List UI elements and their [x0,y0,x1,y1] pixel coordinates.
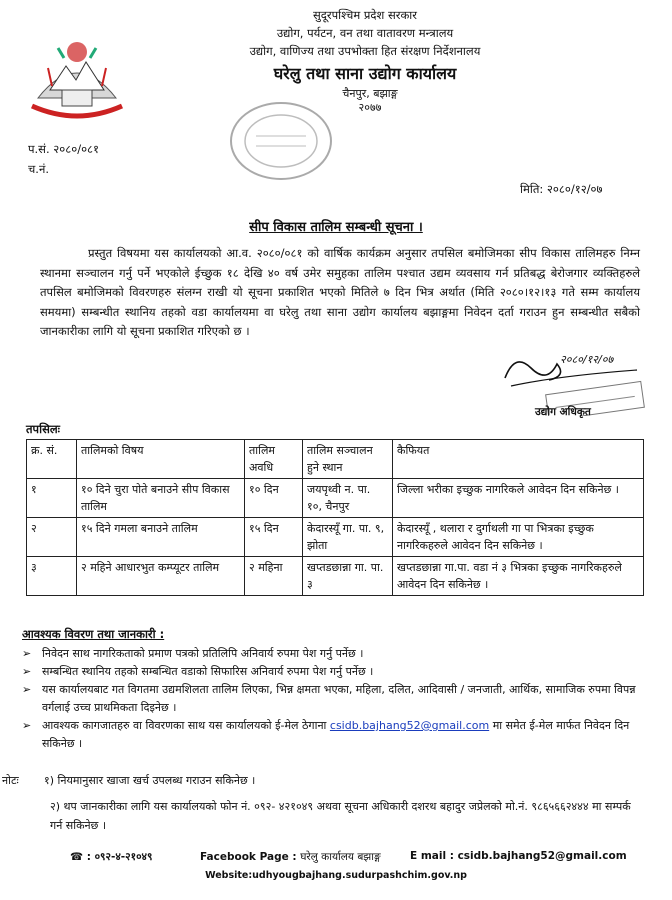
cell-subject: २ महिने आधारभुत कम्प्यूटर तालिम [77,557,245,596]
notice-body: प्रस्तुत विषयमा यस कार्यालयको आ.व. २०८०/०८१ को वार्षिक कार्यक्रम अनुसार तपसिल बमोजिमका सीप विकास तालिमहरु निम्न स्थानमा सञ्चालन गर्नु पर्ने भएकोले ईच्छुक १८ देखि ४० वर्ष उमेर समुहका तालिम पश्चात उद्यम व्यवसाय गर्न प्रतिबद्ध बेरोजगार व्यक्तिहरुले तपसिल बमोजिमको विवरणहरु संलग्न राखी यो सूचना प्रकाशित भएको मितिले ७ दिन भित्र अर्थात (मिति २०८०।१२।१३ गते सम्म कार्यालय समयमा) सम्बन्धीत स्थानिय तहको वडा कार्यालयमा वा घरेलु तथा साना उद्योग कार्यालय बझाङ्गमा निवेदन दर्ता गराउन हुन सम्बन्धीत सबैको जानकारीका लागि यो सूचना प्रकाशित गरिएको छ । [40,246,640,338]
header-government-line: सुदूरपश्चिम प्रदेश सरकार [313,8,417,22]
list-item: ➢ निवेदन साथ नागरिकताको प्रमाण पत्रको प्रतिलिपि अनिवार्य रुपमा पेश गर्नु पर्नेछ । [20,645,640,663]
cell-remarks: केदारस्यूँ , थलारा र दुर्गाथली गा पा भित्रका इच्छुक नागरिकहरुले आवेदन दिन सकिनेछ । [393,518,644,557]
cell-subject: १५ दिने गमला बनाउने तालिम [77,518,245,557]
office-stamp [226,96,336,186]
cell-sn: २ [27,518,77,557]
cell-venue: केदारस्यूँ गा. पा. ९, झोता [303,518,393,557]
email-link[interactable]: csidb.bajhang52@gmail.com [329,719,490,732]
header-location: चैनपुर, बझाङ्ग [342,87,398,100]
col-header-subject: तालिमको विषय [77,440,245,479]
cell-duration: १० दिन [245,479,303,518]
col-header-venue: तालिम सञ्चालन हुने स्थान [303,440,393,479]
table-header-row [27,440,644,479]
email-label: E mail : [410,850,454,862]
signature-date: २०८०/१२/०७ [560,353,614,366]
notice-title [0,217,672,235]
note-item: १) नियमानुसार खाजा खर्च उपलब्ध गराउन सकिनेछ । [44,774,256,787]
cell-duration: २ महिना [245,557,303,596]
header-ministry-line: उद्योग, पर्यटन, वन तथा वातावरण मन्त्रालय [276,26,454,40]
notice-date: मिति: २०८०/१२/०७ [520,182,603,196]
table-row [27,518,644,557]
col-header-duration: तालिम अवधि [245,440,303,479]
col-header-sn: क्र. सं. [27,440,77,479]
cell-remarks: खप्तडछान्ना गा.पा. वडा नं ३ भित्रका इच्छुक नागरिकहरुले आवेदन दिन सकिनेछ । [393,557,644,596]
footer-website: Website:udhyougbajhang.sudurpashchim.gov.np [205,870,467,881]
list-item: ➢ सम्बन्धित स्थानिय तहको सम्बन्धित वडाको सिफारिस अनिवार्य रुपमा पेश गर्नु पर्नेछ । [20,663,640,681]
tapasil-label: तपसिलः [26,422,60,436]
table-row [27,557,644,596]
header-directorate-line: उद्योग, वाणिज्य तथा उपभोक्ता हित संरक्षण निर्देशनालय [249,44,481,58]
list-item-email [20,717,640,753]
cell-venue: जयपृथ्वी न. पा. १०, चैनपुर [303,479,393,518]
cell-sn: १ [27,479,77,518]
cell-duration: १५ दिन [245,518,303,557]
footer-email-address: csidb.bajhang52@gmail.com [457,850,627,862]
list-item: ➢ यस कार्यालयबाट गत विगतमा उद्यमशिलता तालिम लिएका, भिन्न क्षमता भएका, महिला, दलित, आदिवासी / जनजाती, आर्थिक, सामाजिक रुपमा विपन्न वर्गलाई उच्च प्राथमिकता दिइनेछ । [20,681,640,717]
notes-label: नोटः [2,774,19,787]
cell-remarks: जिल्ला भरीका इच्छुक नागरिकले आवेदन दिन सकिनेछ । [393,479,644,518]
header-office-name: घरेलु तथा साना उद्योग कार्यालय [273,64,457,83]
cell-venue: खप्तडछान्ना गा. पा. ३ [303,557,393,596]
training-table [26,439,644,596]
cell-subject: १० दिने चुरा पोते बनाउने सीप विकास तालिम [77,479,245,518]
notice-title-text: सीप विकास तालिम सम्बन्धी सूचना । [249,220,423,235]
requirements-heading: आवश्यक विवरण तथा जानकारी : [22,627,165,641]
table-row [27,479,644,518]
requirements-list [20,645,640,753]
footer-facebook [200,850,381,864]
dispatch-number: च.नं. [28,162,49,176]
facebook-page-name: घरेलु कार्यालय बझाङ्ग [300,851,381,863]
col-header-remarks: कैफियत [393,440,644,479]
footer-email [410,850,627,862]
facebook-label: Facebook Page : [200,851,297,863]
email-instruction-tail: मा समेत ई-मेल मार्फत निवेदन दिन सकिनेछ । [42,719,630,750]
email-instruction-text: आवश्यक कागजातहरु वा विवरणका साथ यस कार्यालयको ई-मेल ठेगाना [42,719,327,732]
footer-phone: ☎ : ०९२-४-२१०४९ [70,851,153,863]
header-year: २०७७ [358,101,382,114]
note-item: २) थप जानकारीका लागि यस कार्यालयको फोन नं. ०९२- ४२१०४९ अथवा सूचना अधिकारी दशरथ बहादुर जप्रेलको मो.नं. ९८६५६६२४४४ मा सम्पर्क गर्न सकिनेछ । [50,800,631,832]
reference-number: प.सं. २०८०/०८१ [28,142,100,156]
nepal-emblem-logo [18,28,136,132]
officer-title: उद्योग अधिकृत [535,406,591,418]
cell-sn: ३ [27,557,77,596]
